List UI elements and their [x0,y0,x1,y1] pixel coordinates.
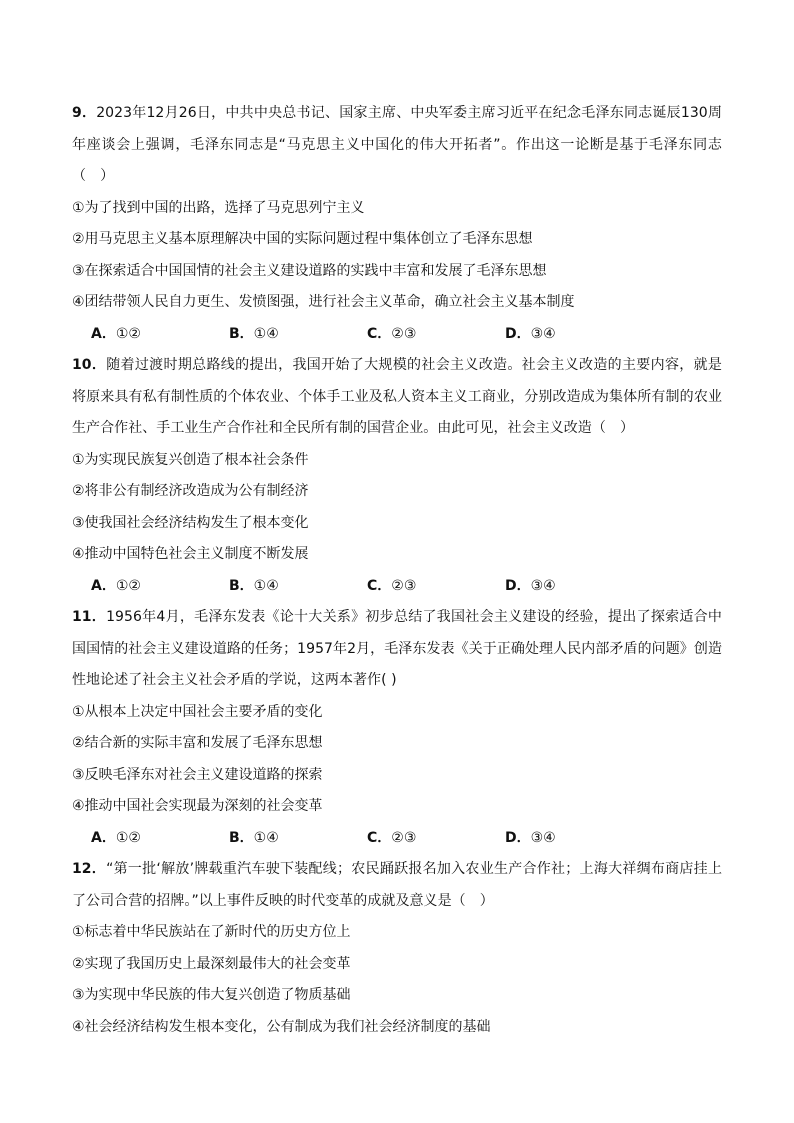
option-1: ①从根本上决定中国社会主要矛盾的变化 [72,703,323,720]
choice-letter: B． [229,829,254,846]
question-number: 10． [72,357,107,373]
choice-letter: C． [367,577,392,594]
choice-text: ③④ [530,829,556,846]
choice-text: ①④ [253,325,279,342]
question-number: 9． [72,105,97,121]
choice-b[interactable] [229,571,367,603]
choice-c[interactable] [367,571,505,603]
option-3: ③使我国社会经济结构发生了根本变化 [72,514,309,531]
question-9 [72,98,722,350]
choice-b[interactable] [229,823,367,855]
choice-d[interactable] [505,319,643,351]
choice-a[interactable] [91,823,229,855]
option-4: ④推动中国社会实现最为深刻的社会变革 [72,798,323,814]
choice-letter: D． [505,829,531,846]
choice-text: ③④ [530,325,556,342]
choice-d[interactable] [505,823,643,855]
choice-letter: B． [229,577,254,594]
choice-text: ②③ [391,577,417,594]
option-4: ④社会经济结构发生根本变化，公有制成为我们社会经济制度的基础 [72,1018,491,1035]
question-text: “第一批‘解放’牌载重汽车驶下装配线；农民踊跃报名加入农业生产合作社；上海大祥绸布商店挂上了公司合营的招牌。”以上事件反映的时代变革的成就及意义是（ ） [72,861,722,909]
choice-text: ②③ [391,829,417,846]
question-stem [72,98,722,193]
option-4: ④团结带领人民自力更生、发愤图强，进行社会主义革命，确立社会主义基本制度 [72,294,575,310]
choice-letter: C． [367,325,392,342]
question-text: 随着过渡时期总路线的提出，我国开始了大规模的社会主义改造。社会主义改造的主要内容，就是将原来具有私有制性质的个体农业、个体手工业及私人资本主义工商业，分别改造成为集体所有制的农业生产合作社、手工业生产合作社和全民所有制的国营企业。由此可见，社会主义改造（ ） [72,357,722,436]
option-3: ③反映毛泽东对社会主义建设道路的探索 [72,766,323,783]
option-3: ③在探索适合中国国情的社会主义建设道路的实践中丰富和发展了毛泽东思想 [72,262,547,279]
question-stem [72,350,722,445]
option-2: ②用马克思主义基本原理解决中国的实际问题过程中集体创立了毛泽东思想 [72,231,533,247]
choice-text: ③④ [530,577,556,594]
option-4: ④推动中国特色社会主义制度不断发展 [72,546,309,562]
option-1: ①标志着中华民族站在了新时代的历史方位上 [72,924,351,940]
choice-letter: D． [505,325,531,342]
choice-letter: D． [505,577,531,594]
answer-choices [72,319,722,351]
answer-choices [72,823,722,855]
choice-text: ①④ [253,577,279,594]
option-2: ②将非公有制经济改造成为公有制经济 [72,483,309,499]
choice-a[interactable] [91,571,229,603]
choice-text: ②③ [391,325,417,342]
choice-text: ①④ [253,829,279,846]
option-3: ③为实现中华民族的伟大复兴创造了物质基础 [72,987,351,1003]
question-text: 1956年4月，毛泽东发表《论十大关系》初步总结了我国社会主义建设的经验，提出了探索适合中国国情的社会主义建设道路的任务；1957年2月，毛泽东发表《关于正确处理人民内部矛盾的问题》创造性地论述了社会主义社会矛盾的学说，这两本著作( ) [72,609,722,688]
choice-text: ①② [115,325,141,342]
question-11 [72,602,722,854]
question-number: 12． [72,861,107,877]
choice-d[interactable] [505,571,643,603]
choice-letter: A． [91,829,116,846]
option-1: ①为了找到中国的出路，选择了马克思列宁主义 [72,199,365,216]
question-10 [72,350,722,602]
choice-a[interactable] [91,319,229,351]
question-text: 2023年12月26日，中共中央总书记、国家主席、中央军委主席习近平在纪念毛泽东同志诞辰130周年座谈会上强调，毛泽东同志是“马克思主义中国化的伟大开拓者”。作出这一论断是基于毛泽东同志（ ） [72,105,722,184]
choice-letter: C． [367,829,392,846]
question-stem [72,602,722,697]
choice-letter: A． [91,577,116,594]
choice-c[interactable] [367,823,505,855]
option-2: ②结合新的实际丰富和发展了毛泽东思想 [72,735,323,751]
option-1: ①为实现民族复兴创造了根本社会条件 [72,451,309,468]
question-12 [72,854,722,1043]
question-list [72,98,722,1043]
answer-choices [72,571,722,603]
choice-text: ①② [115,577,141,594]
choice-b[interactable] [229,319,367,351]
choice-c[interactable] [367,319,505,351]
choice-letter: B． [229,325,254,342]
question-stem [72,854,722,917]
option-2: ②实现了我国历史上最深刻最伟大的社会变革 [72,955,351,972]
choice-text: ①② [115,829,141,846]
question-number: 11． [72,609,107,625]
choice-letter: A． [91,325,116,342]
